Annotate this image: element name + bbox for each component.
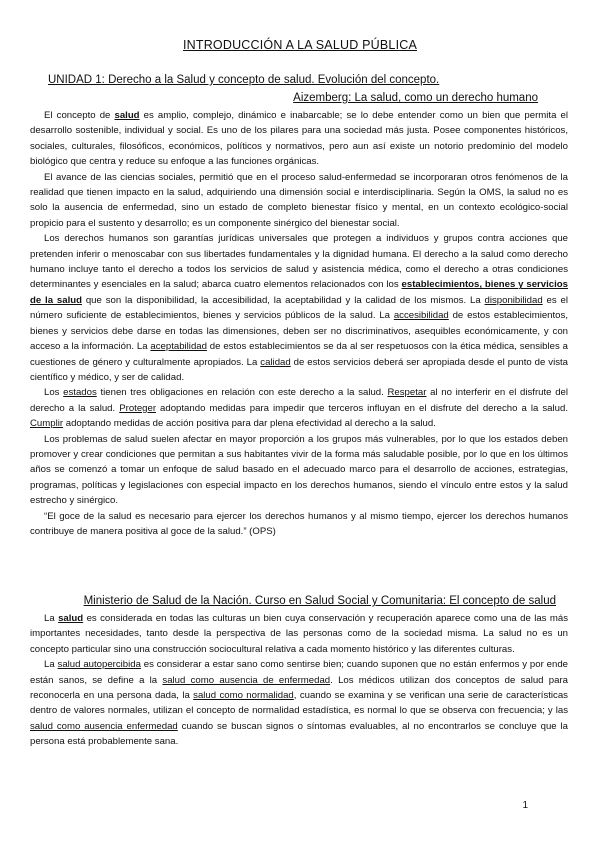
page-title: INTRODUCCIÓN A LA SALUD PÚBLICA [182,38,418,52]
paragraph: Los estados tienen tres obligaciones en relación con este derecho a la salud. Respetar al no interferir en el disfrute del derecho a la salud. Proteger adoptando medidas para impedir que terceros influyan en el disfrute del derecho a la salud. Cumplir adoptando medidas de acción positiva para dar plena efectividad al derecho a la salud. [30,387,569,430]
paragraph: Los derechos humanos son garantías jurídicas universales que protegen a individuos y grupos contra acciones que pretenden inferir o menoscabar con sus libertades fundamentales y la dignidad humana. El derecho a la salud como derecho humano incluye tanto el derecho a todos los servicios de salud y asistencia médica, como el derecho a otras condiciones determinantes y esenciales en la salud; abarca cuatro elementos relacionados con los establecimientos, bienes y servicios de la salud que son la disponibilidad, la accesibilidad, la aceptabilidad y la calidad de los mismos. La disponibilidad es el número suficiente de establecimientos, bienes y servicios públicos de la salud. La accesibilidad de estos establecimientos, bienes y servicios debe darse en todas las dimensiones, deben ser no discriminativos, asequibles económicamente, y con acceso a la información. La aceptabilidad de estos establecimientos se da al ser respetuosos con la ética médica, sensibles a cuestiones de género y culturalmente apropiados. La calidad de estos servicios deberá ser apropiada desde el punto de vista científico y médico, y ser de calidad. [30,233,569,383]
section2-heading: Ministerio de Salud de la Nación. Curso en Salud Social y Comunitaria: El concepto de salud [83,595,556,607]
section2-body [30,611,568,750]
paragraph: Los problemas de salud suelen afectar en mayor proporción a los grupos más vulnerables, por lo que los estados deben promover y crear condiciones que permitan a sus habitantes vivir de la forma más saludable posible, por lo que en los últimos años se comenzó a tomar un enfoque de salud basado en el adecuado marco para el desarrollo de acciones, estrategias, programas, políticas y legislaciones con especial impacto en los derechos humanos, siendo el vínculo entre estos y la salud estrecho y sinérgico. [30,433,568,507]
page-number: 1 [522,800,528,811]
paragraph: El avance de las ciencias sociales, permitió que en el proceso salud-enfermedad se incorporaran otros fenómenos de la realidad que tienen impacto en la salud, adquiriendo una dimensión social e interdisciplinaria. Según la OMS, la salud no es solo la ausencia de enfermedad, sino un estado de completo bienestar físico y mental, en un contexto ecológico-social propicio para el sustento y desarrollo; es un componente sinérgico del bienestar social. [30,171,568,229]
quote-paragraph: “El goce de la salud es necesario para ejercer los derechos humanos y al mismo tiempo, ejercer los derechos humanos contribuye de manera positiva al goce de la salud.” (OPS) [30,510,568,537]
section1-body [30,108,568,539]
section1-heading: Aizemberg: La salud, como un derecho humano [293,92,538,104]
paragraph: La salud autopercibida es considerar a estar sano como sentirse bien; cuando suponen que no están enfermos y por ende están sanos, se define a la salud como ausencia de enfermedad. Los médicos utilizan dos conceptos de salud para reconocerla en una persona dada, la salud como normalidad, cuando se examina y se verifican una serie de características dentro de valores normales, utilizan el concepto de normalidad estadística, es normal lo que se observa con frecuencia; y las salud como ausencia enfermedad cuando se buscan signos o síntomas evaluables, al no encontrarlos se concluye que la persona está probablemente sana. [30,659,568,748]
paragraph: El concepto de salud es amplio, complejo, dinámico e inabarcable; se lo debe entender como un bien que permita el desarrollo sostenible, individual y social. Es uno de los pilares para una sociedad más justa. Posee componentes históricos, sociales, culturales, filosóficos, económicos, políticos y normativos, pero aun así existe un notorio predominio del modelo biológico que centra y reduce su enfoque a las funciones orgánicas. [30,110,569,168]
unit-heading: UNIDAD 1: Derecho a la Salud y concepto de salud. Evolución del concepto. [48,74,440,86]
paragraph: La salud es considerada en todas las culturas un bien cuya conservación y recuperación aparece como una de las más importantes necesidades, tanto desde la perspectiva de las personas como de la sociedad misma. La salud no es un concepto particular sino una construcción sociocultural relativa a cada momento histórico y las diferentes culturas. [30,613,569,655]
